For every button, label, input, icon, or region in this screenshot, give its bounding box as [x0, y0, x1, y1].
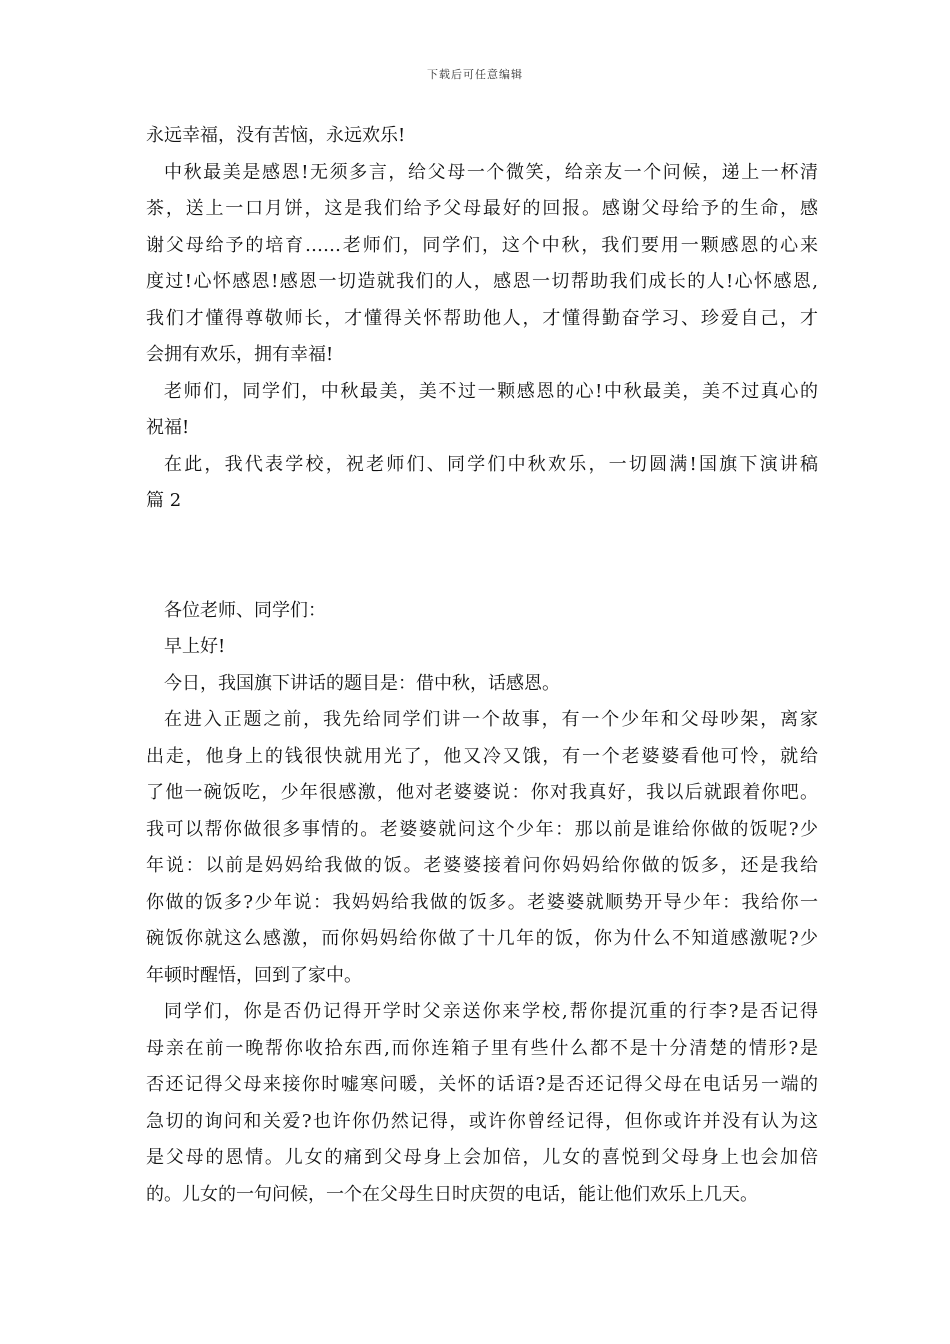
paragraph [146, 374, 818, 447]
text-line: 中秋最美是感恩!无须多言，给父母一个微笑，给亲友一个问候，递上一杯清 [164, 161, 818, 183]
text-line: 我们才懂得尊敬师长，才懂得关怀帮助他人，才懂得勤奋学习、珍爱自己，才 [146, 307, 818, 329]
text-line: 会拥有欢乐，拥有幸福! [146, 344, 334, 365]
text-line: 母亲在前一晚帮你收拾东西,而你连箱子里有些什么都不是十分清楚的情形?是 [146, 1037, 818, 1059]
text-line: 在此，我代表学校，祝老师们、同学们中秋欢乐，一切圆满!国旗下演讲稿 [164, 453, 818, 475]
paragraph [146, 994, 818, 1213]
document-body [146, 118, 818, 1213]
paragraph [146, 593, 818, 630]
text-line: 的。儿女的一句问候，一个在父母生日时庆贺的电话，能让他们欢乐上几天。 [146, 1183, 758, 1205]
text-line: 碗饭你就这么感激，而你妈妈给你做了十几年的饭，你为什么不知道感激呢?少 [146, 928, 818, 949]
text-line: 出走，他身上的钱很快就用光了，他又冷又饿，有一个老婆婆看他可怜，就给 [146, 745, 818, 767]
text-line: 各位老师、同学们： [164, 599, 326, 621]
text-line: 祝福! [146, 417, 190, 438]
text-line: 否还记得父母来接你时嘘寒问暖，关怀的话语?是否还记得父母在电话另一端的 [146, 1074, 818, 1095]
text-line: 度过!心怀感恩!感恩一切造就我们的人，感恩一切帮助我们成长的人!心怀感恩, [146, 271, 818, 292]
text-line: 永远幸福，没有苦恼，永远欢乐! [146, 125, 406, 146]
text-line: 茶，送上一口月饼，这是我们给予父母最好的回报。感谢父母给予的生命，感 [146, 198, 818, 219]
text-line: 篇 2 [146, 490, 182, 511]
page-header-caption: 下载后可任意编辑 [427, 68, 523, 81]
text-line: 同学们，你是否仍记得开学时父亲送你来学校,帮你提沉重的行李?是否记得 [164, 1001, 818, 1022]
text-line: 急切的询问和关爱?也许你仍然记得，或许你曾经记得，但你或许并没有认为这 [146, 1110, 818, 1132]
paragraph [146, 666, 818, 703]
paragraph [146, 118, 818, 155]
text-line: 早上好! [164, 636, 226, 657]
text-line: 年说：以前是妈妈给我做的饭。老婆婆接着问你妈妈给你做的饭多，还是我给 [146, 855, 818, 876]
text-line: 在进入正题之前，我先给同学们讲一个故事，有一个少年和父母吵架，离家 [164, 709, 818, 730]
text-line: 今日，我国旗下讲话的题目是：借中秋，话感恩。 [164, 672, 560, 694]
paragraph [146, 447, 818, 520]
text-line: 了他一碗饭吃，少年很感激，他对老婆婆说：你对我真好，我以后就跟着你吧。 [146, 782, 818, 803]
text-line: 年顿时醒悟，回到了家中。 [146, 964, 362, 986]
paragraph [146, 702, 818, 994]
text-line: 你做的饭多?少年说：我妈妈给我做的饭多。老婆婆就顺势开导少年：我给你一 [146, 891, 818, 913]
paragraph [146, 155, 818, 374]
text-line: 老师们，同学们，中秋最美，美不过一颗感恩的心!中秋最美，美不过真心的 [164, 380, 818, 402]
paragraph [146, 629, 818, 666]
text-line: 谢父母给予的培育……老师们，同学们，这个中秋，我们要用一颗感恩的心来 [146, 234, 818, 256]
section-gap [146, 520, 818, 593]
text-line: 我可以帮你做很多事情的。老婆婆就问这个少年：那以前是谁给你做的饭呢?少 [146, 818, 818, 840]
text-line: 是父母的恩情。儿女的痛到父母身上会加倍，儿女的喜悦到父母身上也会加倍 [146, 1147, 818, 1168]
